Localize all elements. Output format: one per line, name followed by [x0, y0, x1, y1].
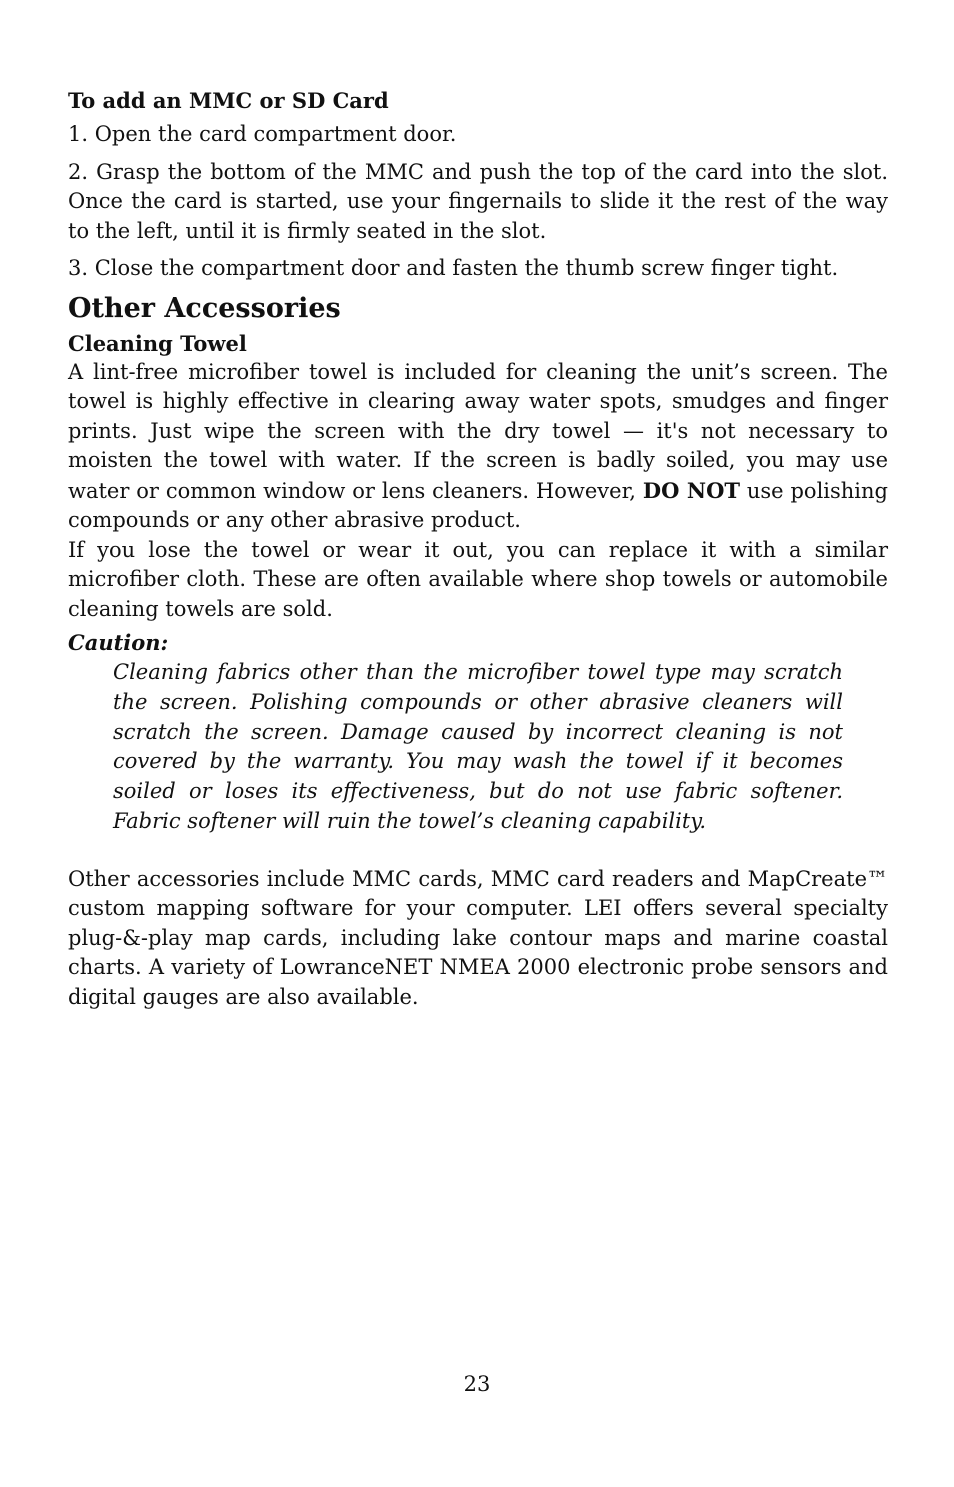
paragraph-text: A lint-free microfiber towel is included for cleaning the unit’s screen. The towel is highly effective in clearing away water spots, smudges and finger prints. Just wipe the screen with the dry towel — it's not necessary to moisten the towel with water. If the screen is badly soiled, you may use water or common window or lens cleaners. However, [68, 359, 888, 503]
cleaning-towel-paragraph-2: If you lose the towel or wear it out, you can replace it with a similar microfiber cloth. These are often available where shop towels or automobile cleaning towels are sold. [68, 537, 888, 621]
cleaning-towel-heading: Cleaning Towel [68, 330, 247, 356]
step-2: 2. Grasp the bottom of the MMC and push the top of the card into the slot. Once the card is started, use your fingernails to slide it the rest of the way to the left, until it is firmly seated in the slot. [68, 159, 888, 243]
step-3: 3. Close the compartment door and fasten the thumb screw finger tight. [68, 256, 839, 280]
page-content [68, 86, 888, 1012]
caution-label: Caution: [68, 630, 169, 655]
page-number: 23 [463, 1372, 491, 1396]
paragraph-text: use polishing compounds or any other abrasive product. [68, 478, 888, 532]
caution-text: Cleaning fabrics other than the microfiber towel type may scratch the screen. Polishing compounds or other abrasive cleaners will scratch the screen. Damage caused by incorrect cleaning is not covered by the warranty. You may wash the towel if it becomes soiled or loses its effectiveness, but do not use fabric softener. Fabric softener will ruin the towel’s cleaning capability. [113, 660, 843, 833]
cleaning-towel-paragraph-1 [68, 358, 888, 536]
do-not-emphasis: DO NOT [642, 477, 740, 503]
add-card-heading: To add an MMC or SD Card [68, 88, 389, 113]
other-accessories-paragraph: Other accessories include MMC cards, MMC card readers and MapCreate™ custom mapping software for your computer. LEI offers several specialty plug-&-play map cards, including lake contour maps and marine coastal charts. A variety of LowranceNET NMEA 2000 electronic probe sensors and digital gauges are also available. [68, 866, 888, 1009]
other-accessories-heading: Other Accessories [68, 292, 341, 324]
step-1: 1. Open the card compartment door. [68, 122, 457, 146]
